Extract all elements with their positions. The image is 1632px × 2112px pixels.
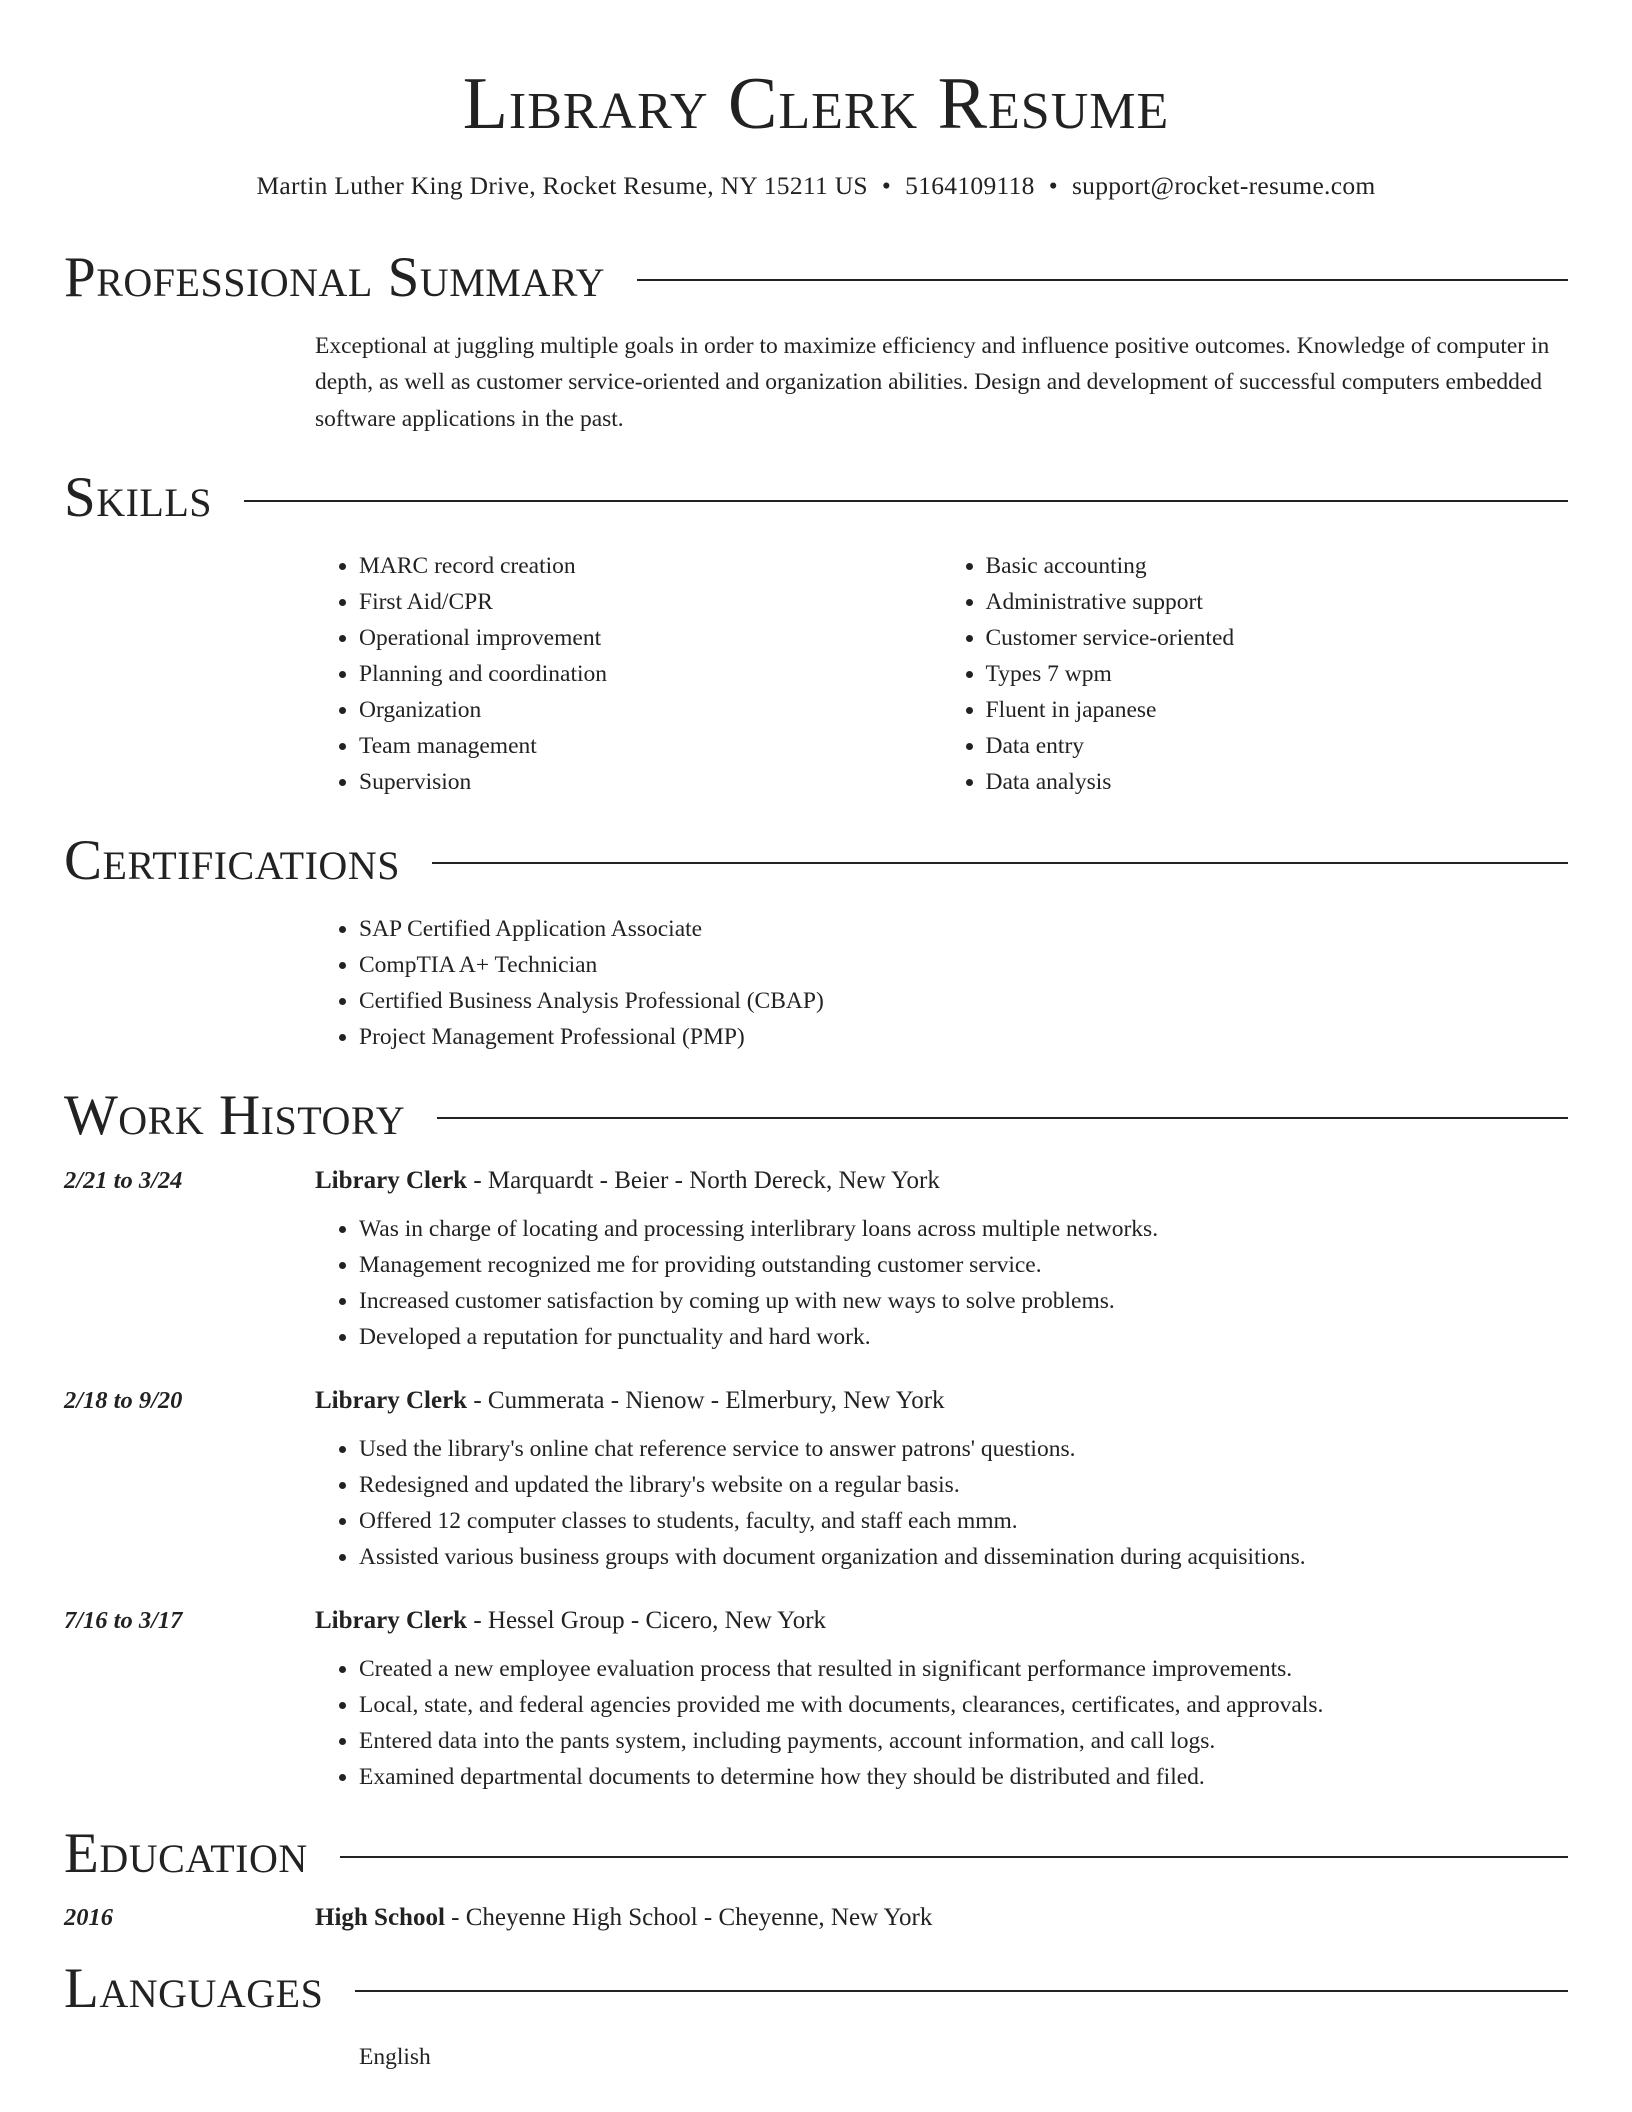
languages-list	[315, 2039, 1568, 2075]
skill-item: • Administrative support	[986, 584, 1569, 620]
skill-item: • Types 7 wpm	[986, 656, 1569, 692]
skill-item: • Customer service-oriented	[986, 620, 1569, 656]
skill-item: • Planning and coordination	[359, 656, 942, 692]
skills-section-header	[64, 467, 1568, 530]
resume-page	[64, 0, 1568, 2075]
job-header	[64, 1387, 1568, 1415]
job-bullet: • Examined departmental documents to determine how they should be distributed and filed.	[359, 1759, 1568, 1795]
job-bullet: • Redesigned and updated the library's website on a regular basis.	[359, 1467, 1568, 1503]
education-school: - Cheyenne High School - Cheyenne, New York	[444, 1904, 933, 1932]
certification-item: • SAP Certified Application Associate	[359, 911, 1568, 947]
education-section-header	[64, 1823, 1568, 1886]
languages-body	[315, 2039, 1568, 2075]
certifications-heading: Certifications	[64, 828, 400, 892]
job-bullets	[315, 1651, 1568, 1795]
job-bullet: • Was in charge of locating and processing interlibrary loans across multiple networks.	[359, 1211, 1568, 1247]
contact-separator: •	[1048, 171, 1058, 201]
contact-address: Martin Luther King Drive, Rocket Resume, NY 15211 US	[256, 171, 868, 201]
work-section-header	[64, 1085, 1568, 1148]
skill-item: • Supervision	[359, 764, 942, 800]
skill-item: • Data entry	[986, 728, 1569, 764]
job-bullet-list	[315, 1431, 1568, 1575]
job-header	[64, 1167, 1568, 1195]
skills-list-left	[315, 548, 942, 800]
languages-heading: Languages	[64, 1957, 324, 2021]
skills-list-right	[942, 548, 1569, 800]
skill-item: • Data analysis	[986, 764, 1569, 800]
education-heading: Education	[64, 1822, 308, 1886]
job-entry	[64, 1167, 1568, 1355]
certifications-body	[315, 911, 1568, 1055]
job-title-line	[315, 1167, 940, 1195]
contact-separator: •	[881, 171, 892, 201]
job-bullet: • Management recognized me for providing outstanding customer service.	[359, 1247, 1568, 1283]
job-dates: 2/18 to 9/20	[64, 1387, 183, 1415]
languages-section-header	[64, 1958, 1568, 2021]
job-title: Library Clerk	[315, 1607, 468, 1635]
summary-heading: Professional Summary	[64, 246, 606, 310]
job-header	[64, 1607, 1568, 1635]
job-title: Library Clerk	[315, 1167, 468, 1195]
education-degree: High School	[315, 1904, 445, 1932]
skill-item: • First Aid/CPR	[359, 584, 942, 620]
job-dates: 7/16 to 3/17	[64, 1607, 183, 1635]
job-bullet: • Used the library's online chat reference service to answer patrons' questions.	[359, 1431, 1568, 1467]
skills-heading: Skills	[64, 466, 213, 530]
certification-item: • Project Management Professional (PMP)	[359, 1019, 1568, 1055]
job-employer: - Marquardt - Beier - North Dereck, New York	[467, 1167, 940, 1195]
skill-item: • Team management	[359, 728, 942, 764]
summary-body	[315, 328, 1568, 438]
job-bullet: • Assisted various business groups with document organization and dissemination during acquisitions.	[359, 1539, 1568, 1575]
job-title-line	[315, 1607, 826, 1635]
summary-section-header	[64, 247, 1568, 310]
certification-item: • Certified Business Analysis Professional (CBAP)	[359, 983, 1568, 1019]
skills-grid	[315, 548, 1568, 800]
work-heading: Work History	[64, 1083, 406, 1147]
summary-text: Exceptional at juggling multiple goals in order to maximize efficiency and influence positive outcomes. Knowledge of computer in depth, as well as customer service-oriented and organization abilities. Design and development of successful computers embedded software applications in the past.	[315, 332, 1550, 432]
education-year: 2016	[64, 1904, 113, 1932]
job-title: Library Clerk	[315, 1387, 468, 1415]
job-title-line	[315, 1387, 945, 1415]
job-entry	[64, 1607, 1568, 1795]
job-entry	[64, 1387, 1568, 1575]
job-bullets	[315, 1431, 1568, 1575]
job-bullet: • Entered data into the pants system, including payments, account information, and call logs.	[359, 1723, 1568, 1759]
job-bullet-list	[315, 1211, 1568, 1355]
section-divider	[437, 1117, 1568, 1119]
job-employer: - Cummerata - Nienow - Elmerbury, New York	[467, 1387, 945, 1415]
section-divider	[637, 279, 1568, 281]
job-dates: 2/21 to 3/24	[64, 1167, 183, 1195]
skill-item: • Operational improvement	[359, 620, 942, 656]
skill-item: • Fluent in japanese	[986, 692, 1569, 728]
contact-phone: 5164109118	[905, 171, 1035, 201]
job-bullet: • Created a new employee evaluation process that resulted in significant performance improvements.	[359, 1651, 1568, 1687]
certifications-list	[315, 911, 1568, 1055]
section-divider	[432, 862, 1568, 864]
education-entry	[64, 1904, 1568, 1932]
education-line	[315, 1904, 932, 1932]
job-bullet: • Increased customer satisfaction by coming up with new ways to solve problems.	[359, 1283, 1568, 1319]
contact-line	[64, 171, 1568, 201]
language-item: English	[359, 2043, 431, 2070]
section-divider	[355, 1990, 1568, 1992]
skill-item: • MARC record creation	[359, 548, 942, 584]
certifications-section-header	[64, 830, 1568, 893]
skill-item: • Basic accounting	[986, 548, 1569, 584]
section-divider	[340, 1856, 1568, 1858]
certification-item: • CompTIA A+ Technician	[359, 947, 1568, 983]
resume-title: Library Clerk Resume	[462, 63, 1170, 145]
job-bullet: • Local, state, and federal agencies provided me with documents, clearances, certificates, and approvals.	[359, 1687, 1568, 1723]
contact-email: support@rocket-resume.com	[1071, 171, 1376, 201]
job-bullet-list	[315, 1651, 1568, 1795]
job-bullet: • Offered 12 computer classes to students, faculty, and staff each mmm.	[359, 1503, 1568, 1539]
section-divider	[244, 500, 1568, 502]
skill-item: • Organization	[359, 692, 942, 728]
job-bullets	[315, 1211, 1568, 1355]
job-employer: - Hessel Group - Cicero, New York	[467, 1607, 827, 1635]
job-bullet: • Developed a reputation for punctuality and hard work.	[359, 1319, 1568, 1355]
